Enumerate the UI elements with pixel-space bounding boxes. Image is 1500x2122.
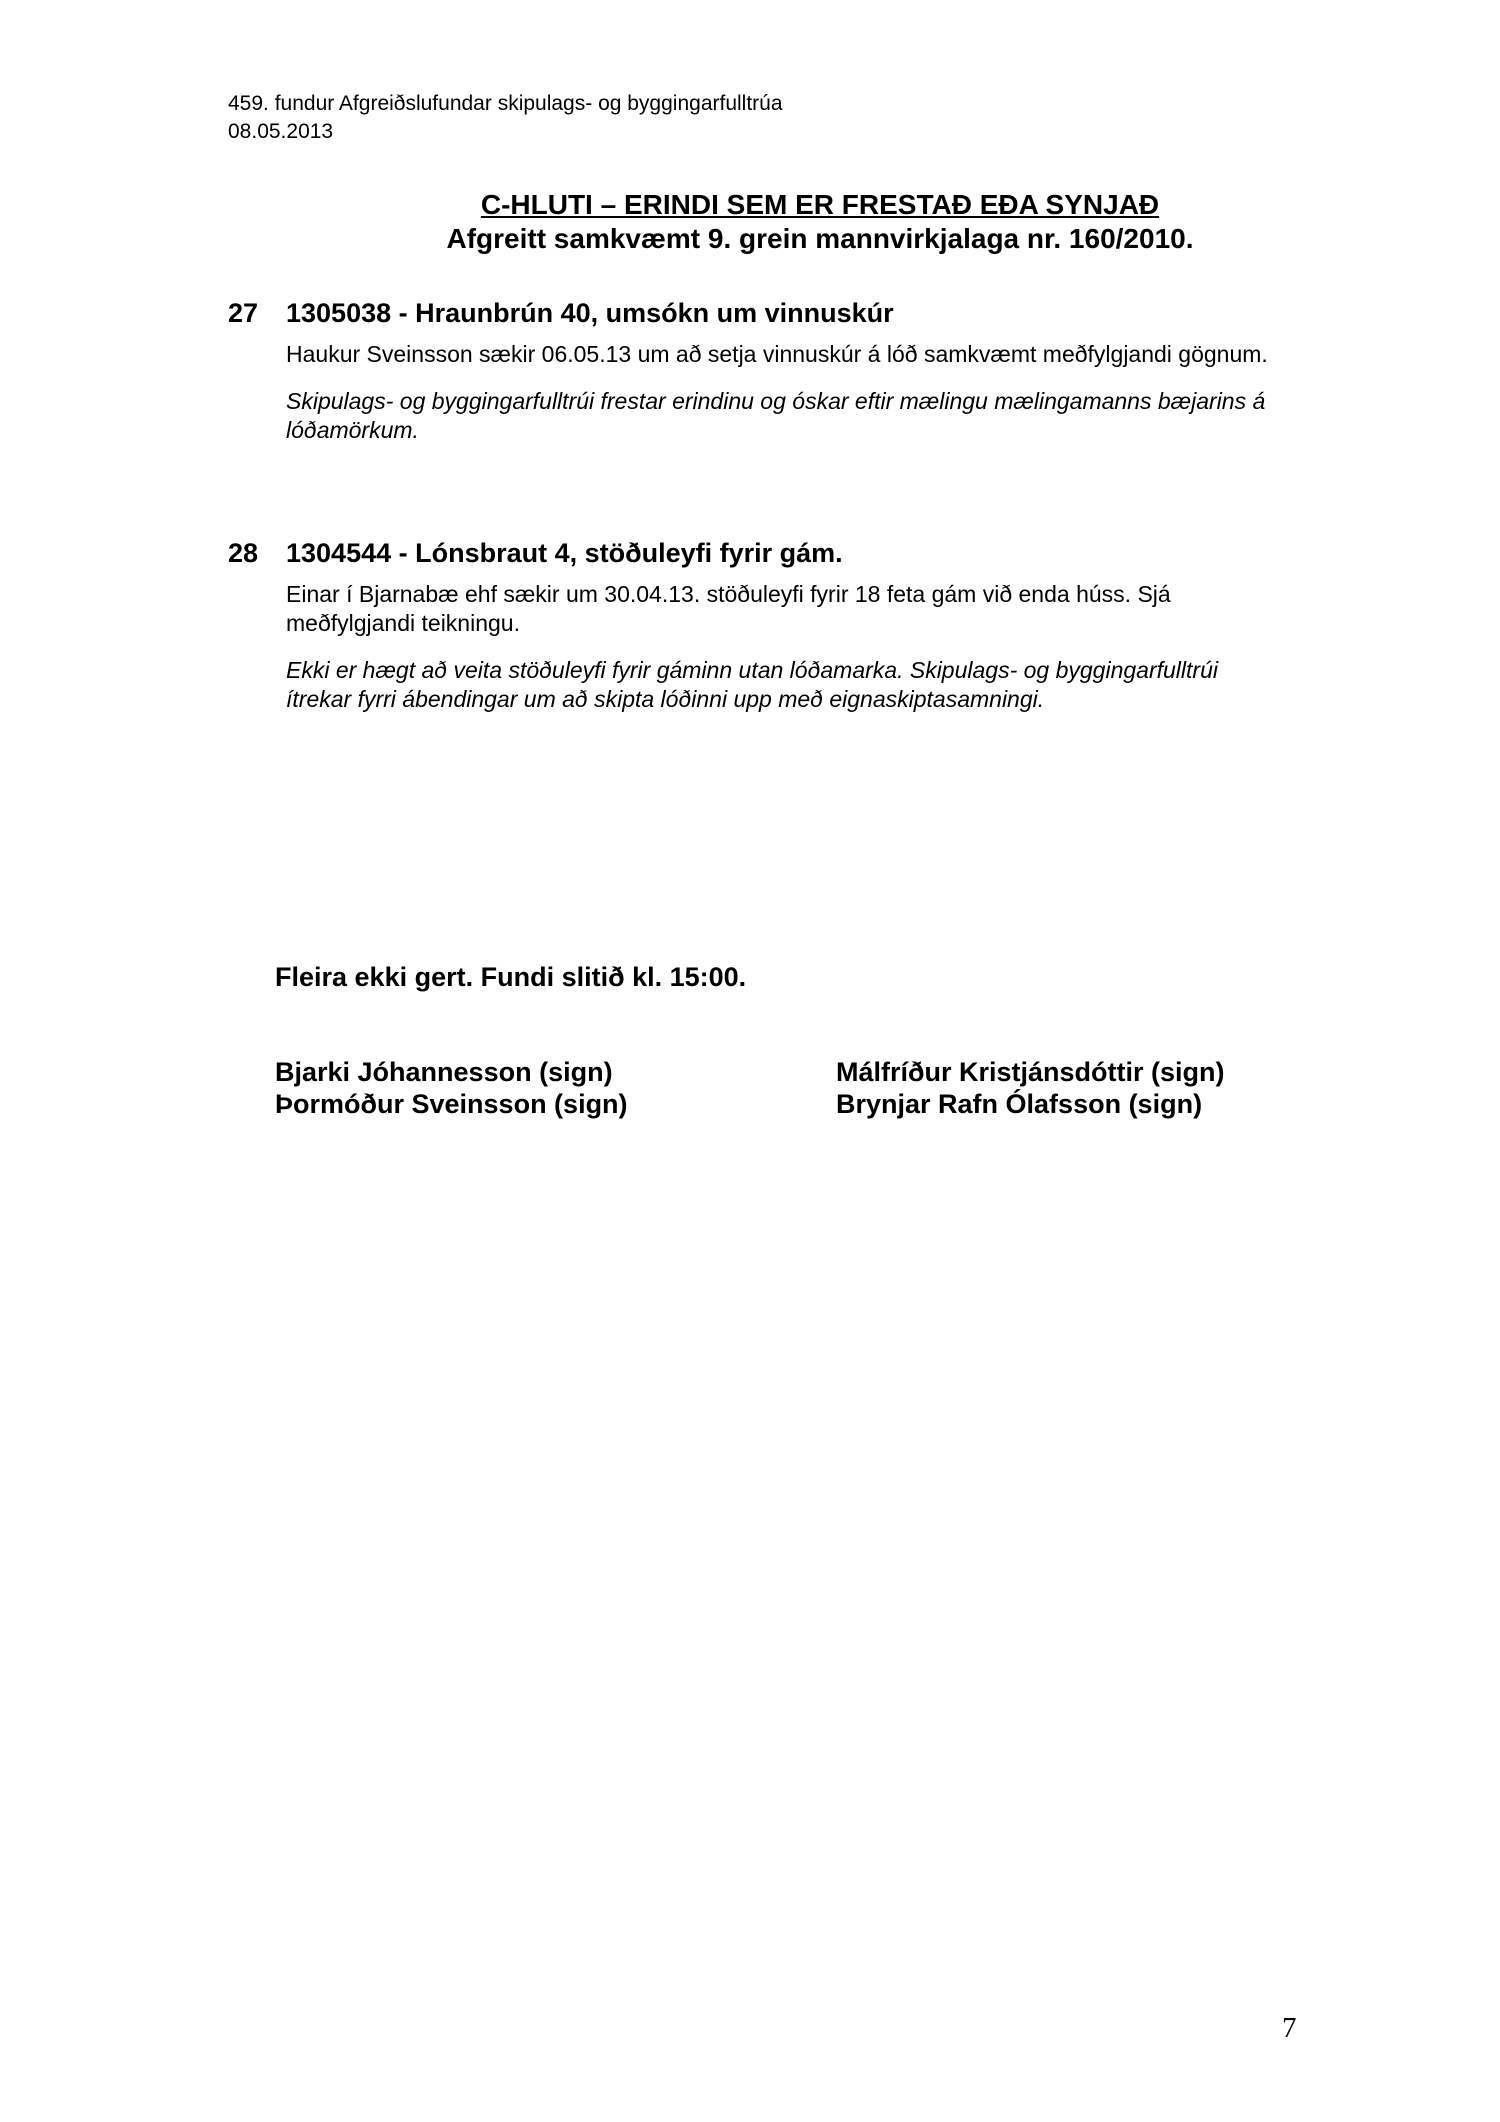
- agenda-item-title: 1305038 - Hraunbrún 40, umsókn um vinnuskúr: [286, 298, 894, 328]
- agenda-item-description: Einar í Bjarnabæ ehf sækir um 30.04.13. stöðuleyfi fyrir 18 feta gám við enda húss. Sjá meðfylgjandi teikningu.: [286, 581, 1171, 636]
- agenda-item-decision: Ekki er hægt að veita stöðuleyfi fyrir gáminn utan lóðamarka. Skipulags- og byggingarfulltrúi ítrekar fyrri ábendingar um að skipta lóðinni upp með eignaskiptasamningi.: [286, 657, 1218, 712]
- agenda-item: [228, 536, 1288, 714]
- signature: Bjarki Jóhannesson (sign): [275, 1057, 613, 1087]
- agenda-item: [228, 296, 1288, 445]
- document-header: [228, 90, 783, 146]
- agenda-item-title: 1304544 - Lónsbraut 4, stöðuleyfi fyrir gám.: [286, 538, 843, 568]
- signatures-left: [275, 1056, 628, 1120]
- signature: Þormóður Sveinsson (sign): [275, 1089, 628, 1119]
- page-number: 7: [1282, 2012, 1297, 2044]
- section-heading: [0, 188, 1500, 256]
- agenda-item-number: 28: [228, 538, 259, 568]
- meeting-date: 08.05.2013: [228, 120, 334, 143]
- section-subtitle: Afgreitt samkvæmt 9. grein mannvirkjalaga nr. 160/2010.: [446, 223, 1194, 254]
- signature: Málfríður Kristjánsdóttir (sign): [836, 1057, 1225, 1087]
- agenda-item-number: 27: [228, 298, 259, 328]
- agenda-item-heading: [228, 296, 1288, 330]
- agenda-item-description: Haukur Sveinsson sækir 06.05.13 um að setja vinnuskúr á lóð samkvæmt meðfylgjandi gögnum.: [286, 341, 1268, 367]
- agenda-item-decision: Skipulags- og byggingarfulltrúi frestar erindinu og óskar eftir mælingu mælingamanns bæjarins á lóðamörkum.: [286, 388, 1266, 443]
- signatures-right: [836, 1056, 1225, 1120]
- meeting-title: 459. fundur Afgreiðslufundar skipulags- og byggingarfulltrúa: [228, 92, 783, 115]
- section-title: C-HLUTI – ERINDI SEM ER FRESTAÐ EÐA SYNJAÐ: [480, 189, 1160, 220]
- closing-statement: Fleira ekki gert. Fundi slitið kl. 15:00.: [275, 962, 747, 992]
- signature: Brynjar Rafn Ólafsson (sign): [836, 1089, 1203, 1119]
- agenda-item-heading: [228, 536, 1288, 570]
